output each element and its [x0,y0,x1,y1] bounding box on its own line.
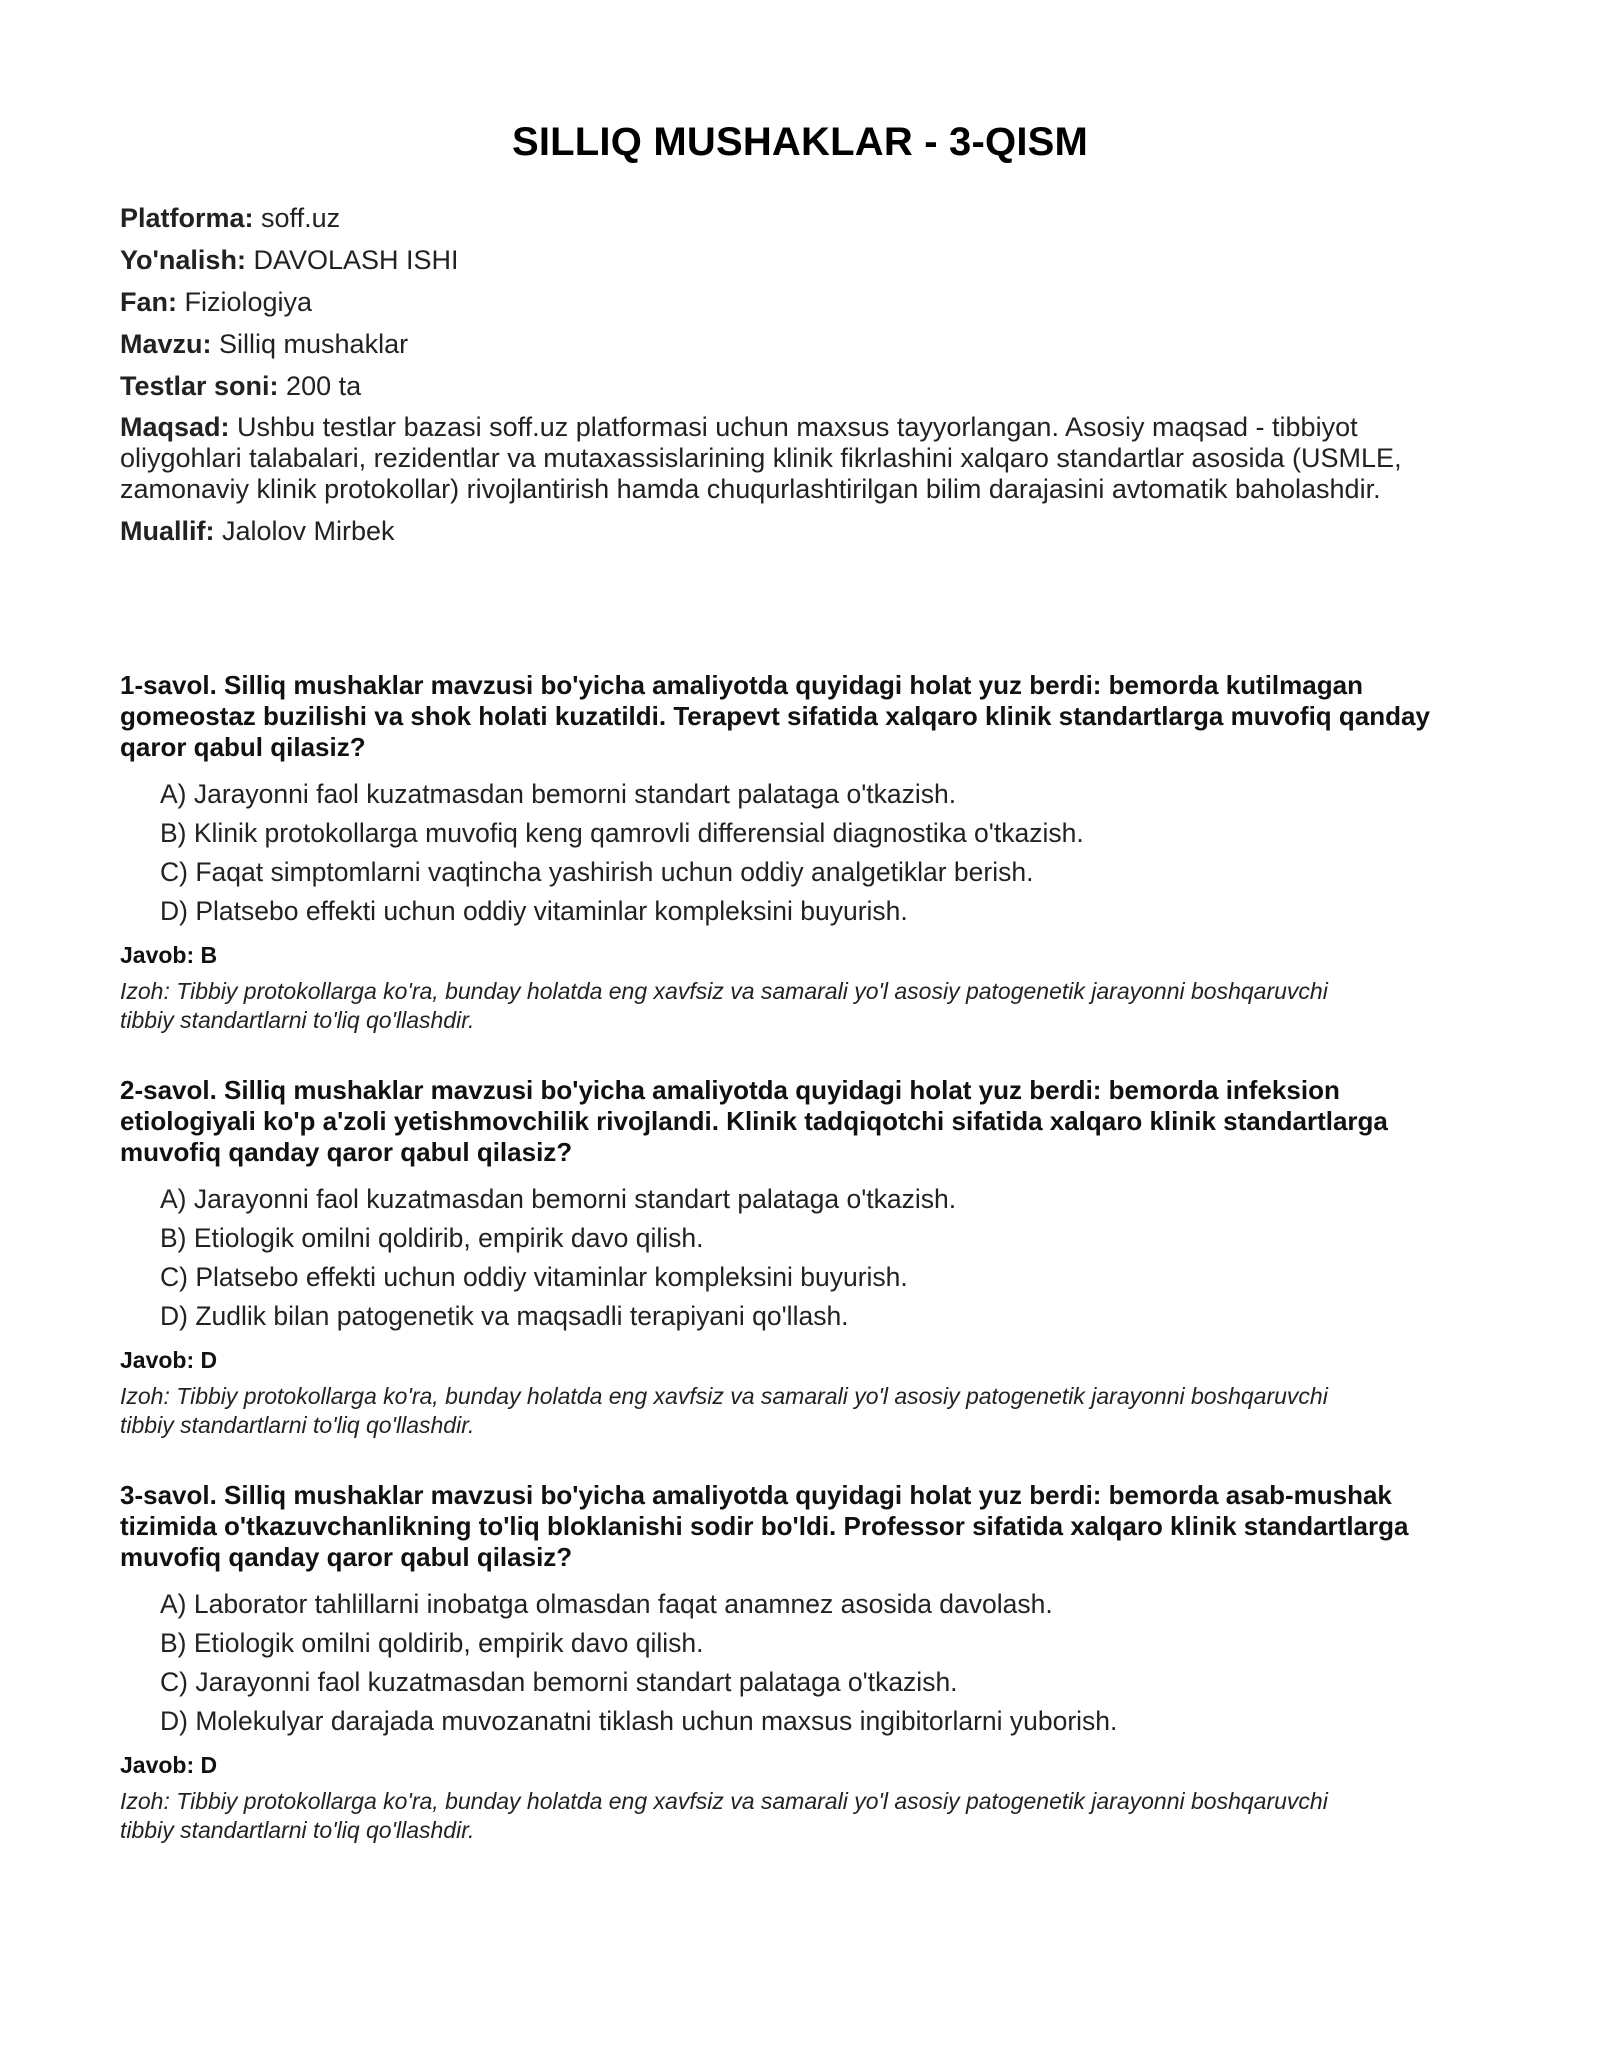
answer-label: Javob: D [120,1347,218,1373]
meta-value: 200 ta [278,371,362,401]
option-a: A) Jarayonni faol kuzatmasdan bemorni standart palataga o'tkazish. [160,779,957,809]
options-list [120,779,1480,927]
option-b: B) Etiologik omilni qoldirib, empirik davo qilish. [160,1628,704,1658]
option-a: A) Laborator tahlillarni inobatga olmasdan faqat anamnez asosida davolash. [160,1589,1053,1619]
option-d: D) Molekulyar darajada muvozanatni tiklash uchun maxsus ingibitorlarni yuborish. [160,1706,1118,1736]
explanation-text: Izoh: Tibbiy protokollarga ko'ra, bunday holatda eng xavfsiz va samarali yo'l asosiy patogenetik jarayonni boshqaruvchi tibbiy standartlarni to'liq qo'llashdir. [120,1788,1328,1843]
question-1 [120,670,1480,1035]
meta-purpose [120,412,1440,505]
meta-subject [120,286,1440,318]
meta-value: soff.uz [253,203,341,233]
option-b: B) Klinik protokollarga muvofiq keng qamrovli differensial diagnostika o'tkazish. [160,818,1084,848]
meta-label: Platforma: [120,203,254,233]
meta-test-count [120,370,1440,402]
option-c: C) Jarayonni faol kuzatmasdan bemorni standart palataga o'tkazish. [160,1667,958,1697]
option-c: C) Platsebo effekti uchun oddiy vitaminlar kompleksini buyurish. [160,1262,908,1292]
explanation-text: Izoh: Tibbiy protokollarga ko'ra, bunday holatda eng xavfsiz va samarali yo'l asosiy patogenetik jarayonni boshqaruvchi tibbiy standartlarni to'liq qo'llashdir. [120,1383,1328,1438]
option-b: B) Etiologik omilni qoldirib, empirik davo qilish. [160,1223,704,1253]
option-c: C) Faqat simptomlarni vaqtincha yashirish uchun oddiy analgetiklar berish. [160,857,1034,887]
options-list [120,1184,1480,1332]
meta-label: Yo'nalish: [120,245,246,275]
meta-label: Muallif: [120,516,215,546]
question-text: 2-savol. Silliq mushaklar mavzusi bo'yicha amaliyotda quyidagi holat yuz berdi: bemorda infeksion etiologiyali ko'p a'zoli yetishmovchilik rivojlandi. Klinik tadqiqotchi sifatida xalqaro klinik standartlarga muvofiq qanday qaror qabul qilasiz? [120,1075,1388,1167]
explanation-text: Izoh: Tibbiy protokollarga ko'ra, bunday holatda eng xavfsiz va samarali yo'l asosiy patogenetik jarayonni boshqaruvchi tibbiy standartlarni to'liq qo'llashdir. [120,978,1328,1033]
questions-list [120,670,1480,1885]
meta-platform [120,202,1440,234]
question-text: 1-savol. Silliq mushaklar mavzusi bo'yicha amaliyotda quyidagi holat yuz berdi: bemorda kutilmagan gomeostaz buzilishi va shok holati kuzatildi. Terapevt sifatida xalqaro klinik standartlarga muvofiq qanday qaror qabul qilasiz? [120,670,1430,762]
meta-label: Testlar soni: [120,371,279,401]
question-3 [120,1480,1480,1845]
meta-value: Ushbu testlar bazasi soff.uz platformasi uchun maxsus tayyorlangan. Asosiy maqsad - tibbiyot oliygohlari talabalari, rezidentlar va mutaxassislarining klinik fikrlashini xalqaro standartlar asosida (USMLE, zamonaviy klinik protokollar) rivojlantirish hamda chuqurlashtirilgan bilim darajasini avtomatik baholashdir. [120,412,1402,504]
question-2 [120,1075,1480,1440]
meta-value: Jalolov Mirbek [214,516,395,546]
meta-direction [120,244,1440,276]
meta-author [120,515,1440,547]
meta-value: Silliq mushaklar [211,329,409,359]
option-a: A) Jarayonni faol kuzatmasdan bemorni standart palataga o'tkazish. [160,1184,957,1214]
option-d: D) Platsebo effekti uchun oddiy vitaminlar kompleksini buyurish. [160,896,908,926]
question-text: 3-savol. Silliq mushaklar mavzusi bo'yicha amaliyotda quyidagi holat yuz berdi: bemorda asab-mushak tizimida o'tkazuvchanlikning to'liq bloklanishi sodir bo'ldi. Professor sifatida xalqaro klinik standartlarga muvofiq qanday qaror qabul qilasiz? [120,1480,1409,1572]
metadata-section [120,202,1440,557]
document-title: SILLIQ MUSHAKLAR - 3-QISM [511,120,1089,164]
meta-value: Fiziologiya [177,287,313,317]
option-d: D) Zudlik bilan patogenetik va maqsadli terapiyani qo'llash. [160,1301,849,1331]
meta-label: Mavzu: [120,329,212,359]
options-list [120,1589,1480,1737]
meta-value: DAVOLASH ISHI [245,245,459,275]
meta-label: Fan: [120,287,177,317]
meta-topic [120,328,1440,360]
answer-label: Javob: D [120,1752,218,1778]
meta-label: Maqsad: [120,412,230,442]
answer-label: Javob: B [120,942,218,968]
